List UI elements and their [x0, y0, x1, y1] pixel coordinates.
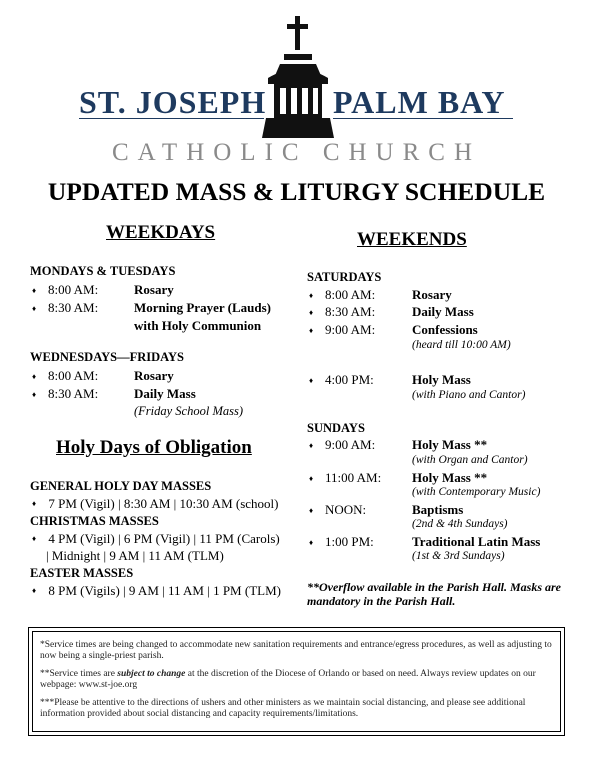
- page-title: UPDATED MASS & LITURGY SCHEDULE: [47, 177, 546, 206]
- bullet-icon: ♦: [32, 534, 37, 543]
- event-note: (with Organ and Cantor): [412, 454, 528, 466]
- bullet-icon: ♦: [32, 390, 37, 399]
- sundays-heading: SUNDAYS: [307, 421, 365, 435]
- event-note: (heard till 10:00 AM): [412, 339, 511, 351]
- list-item: ♦ 8:00 AM: Rosary: [32, 368, 174, 383]
- list-item: ♦ 4:00 PM: Holy Mass: [309, 372, 471, 387]
- list-item: ♦ 11:00 AM: Holy Mass **: [309, 470, 488, 485]
- footer-note-2: **Service times are subject to change at the discretion of the Diocese of Orlando or based on need. Always review updates on our webpage: www.st-joe.org: [40, 669, 536, 690]
- list-item: ♦ 8:30 AM: Morning Prayer (Lauds): [32, 300, 271, 315]
- bullet-icon: ♦: [32, 286, 37, 295]
- logo-subtitle: CATHOLIC CHURCH: [111, 139, 482, 166]
- bullet-icon: ♦: [309, 376, 314, 385]
- mon-tue-heading: MONDAYS & TUESDAYS: [30, 264, 176, 278]
- event-note: (with Piano and Cantor): [412, 389, 526, 401]
- christmas-heading: CHRISTMAS MASSES: [30, 514, 159, 528]
- saturdays-heading: SATURDAYS: [307, 270, 382, 284]
- event-note: (2nd & 4th Sundays): [412, 518, 508, 530]
- steeple-icon: [262, 14, 334, 140]
- list-item: ♦ 4 PM (Vigil) | 6 PM (Vigil) | 11 PM (Carols): [32, 531, 280, 546]
- bullet-icon: ♦: [309, 308, 314, 317]
- list-item: ♦ 8:30 AM: Daily Mass: [32, 386, 196, 401]
- bullet-icon: ♦: [309, 441, 314, 450]
- list-item: ♦ 8:00 AM: Rosary: [32, 282, 174, 297]
- event-note: (with Contemporary Music): [412, 486, 541, 498]
- logo-text-right: PALM BAY: [333, 84, 506, 120]
- footer-note-3: ***Please be attentive to the directions of ushers and other ministers as we maintain social distancing, and please see additional information provided about social distancing and capacity requirements/limitations.: [40, 698, 526, 719]
- bullet-icon: ♦: [32, 586, 37, 595]
- bullet-icon: ♦: [309, 538, 314, 547]
- general-holy-day-heading: GENERAL HOLY DAY MASSES: [30, 479, 212, 493]
- list-item: ♦ 8:00 AM: Rosary: [309, 287, 452, 302]
- bullet-icon: ♦: [32, 304, 37, 313]
- bullet-icon: ♦: [309, 291, 314, 300]
- event-note: (Friday School Mass): [134, 404, 244, 418]
- list-item: ♦ 1:00 PM: Traditional Latin Mass: [309, 534, 541, 549]
- bullet-icon: ♦: [309, 326, 314, 335]
- weekdays-title: WEEKDAYS: [106, 222, 216, 243]
- list-item: ♦ 8 PM (Vigils) | 9 AM | 11 AM | 1 PM (TLM): [32, 583, 281, 598]
- list-item: ♦ NOON: Baptisms: [309, 502, 464, 517]
- bullet-icon: ♦: [309, 506, 314, 515]
- bullet-icon: ♦: [32, 372, 37, 381]
- event-note: (1st & 3rd Sundays): [412, 550, 505, 562]
- list-item: ♦ 9:00 AM: Holy Mass **: [309, 437, 488, 452]
- easter-heading: EASTER MASSES: [30, 566, 134, 580]
- christmas-continuation: | Midnight | 9 AM | 11 AM (TLM): [46, 548, 224, 563]
- list-item: ♦ 8:30 AM: Daily Mass: [309, 304, 474, 319]
- list-item: ♦ 9:00 AM: Confessions: [309, 322, 478, 337]
- overflow-note: **Overflow available in the Parish Hall. Masks are mandatory in the Parish Hall.: [307, 580, 562, 608]
- bullet-icon: ♦: [32, 499, 37, 508]
- footer-note-1: *Service times are being changed to accommodate new sanitation requirements and entrance/egress procedures, as well as adjusting to now being a single-priest parish.: [40, 640, 552, 661]
- wed-fri-heading: WEDNESDAYS—FRIDAYS: [30, 350, 184, 364]
- weekends-title: WEEKENDS: [357, 229, 467, 250]
- list-item: ♦ 7 PM (Vigil) | 8:30 AM | 10:30 AM (school): [32, 496, 279, 511]
- logo-text-left: ST. JOSEPH: [79, 84, 267, 120]
- holy-days-title: Holy Days of Obligation: [56, 437, 252, 458]
- event-continuation: with Holy Communion: [134, 318, 262, 333]
- bullet-icon: ♦: [309, 474, 314, 483]
